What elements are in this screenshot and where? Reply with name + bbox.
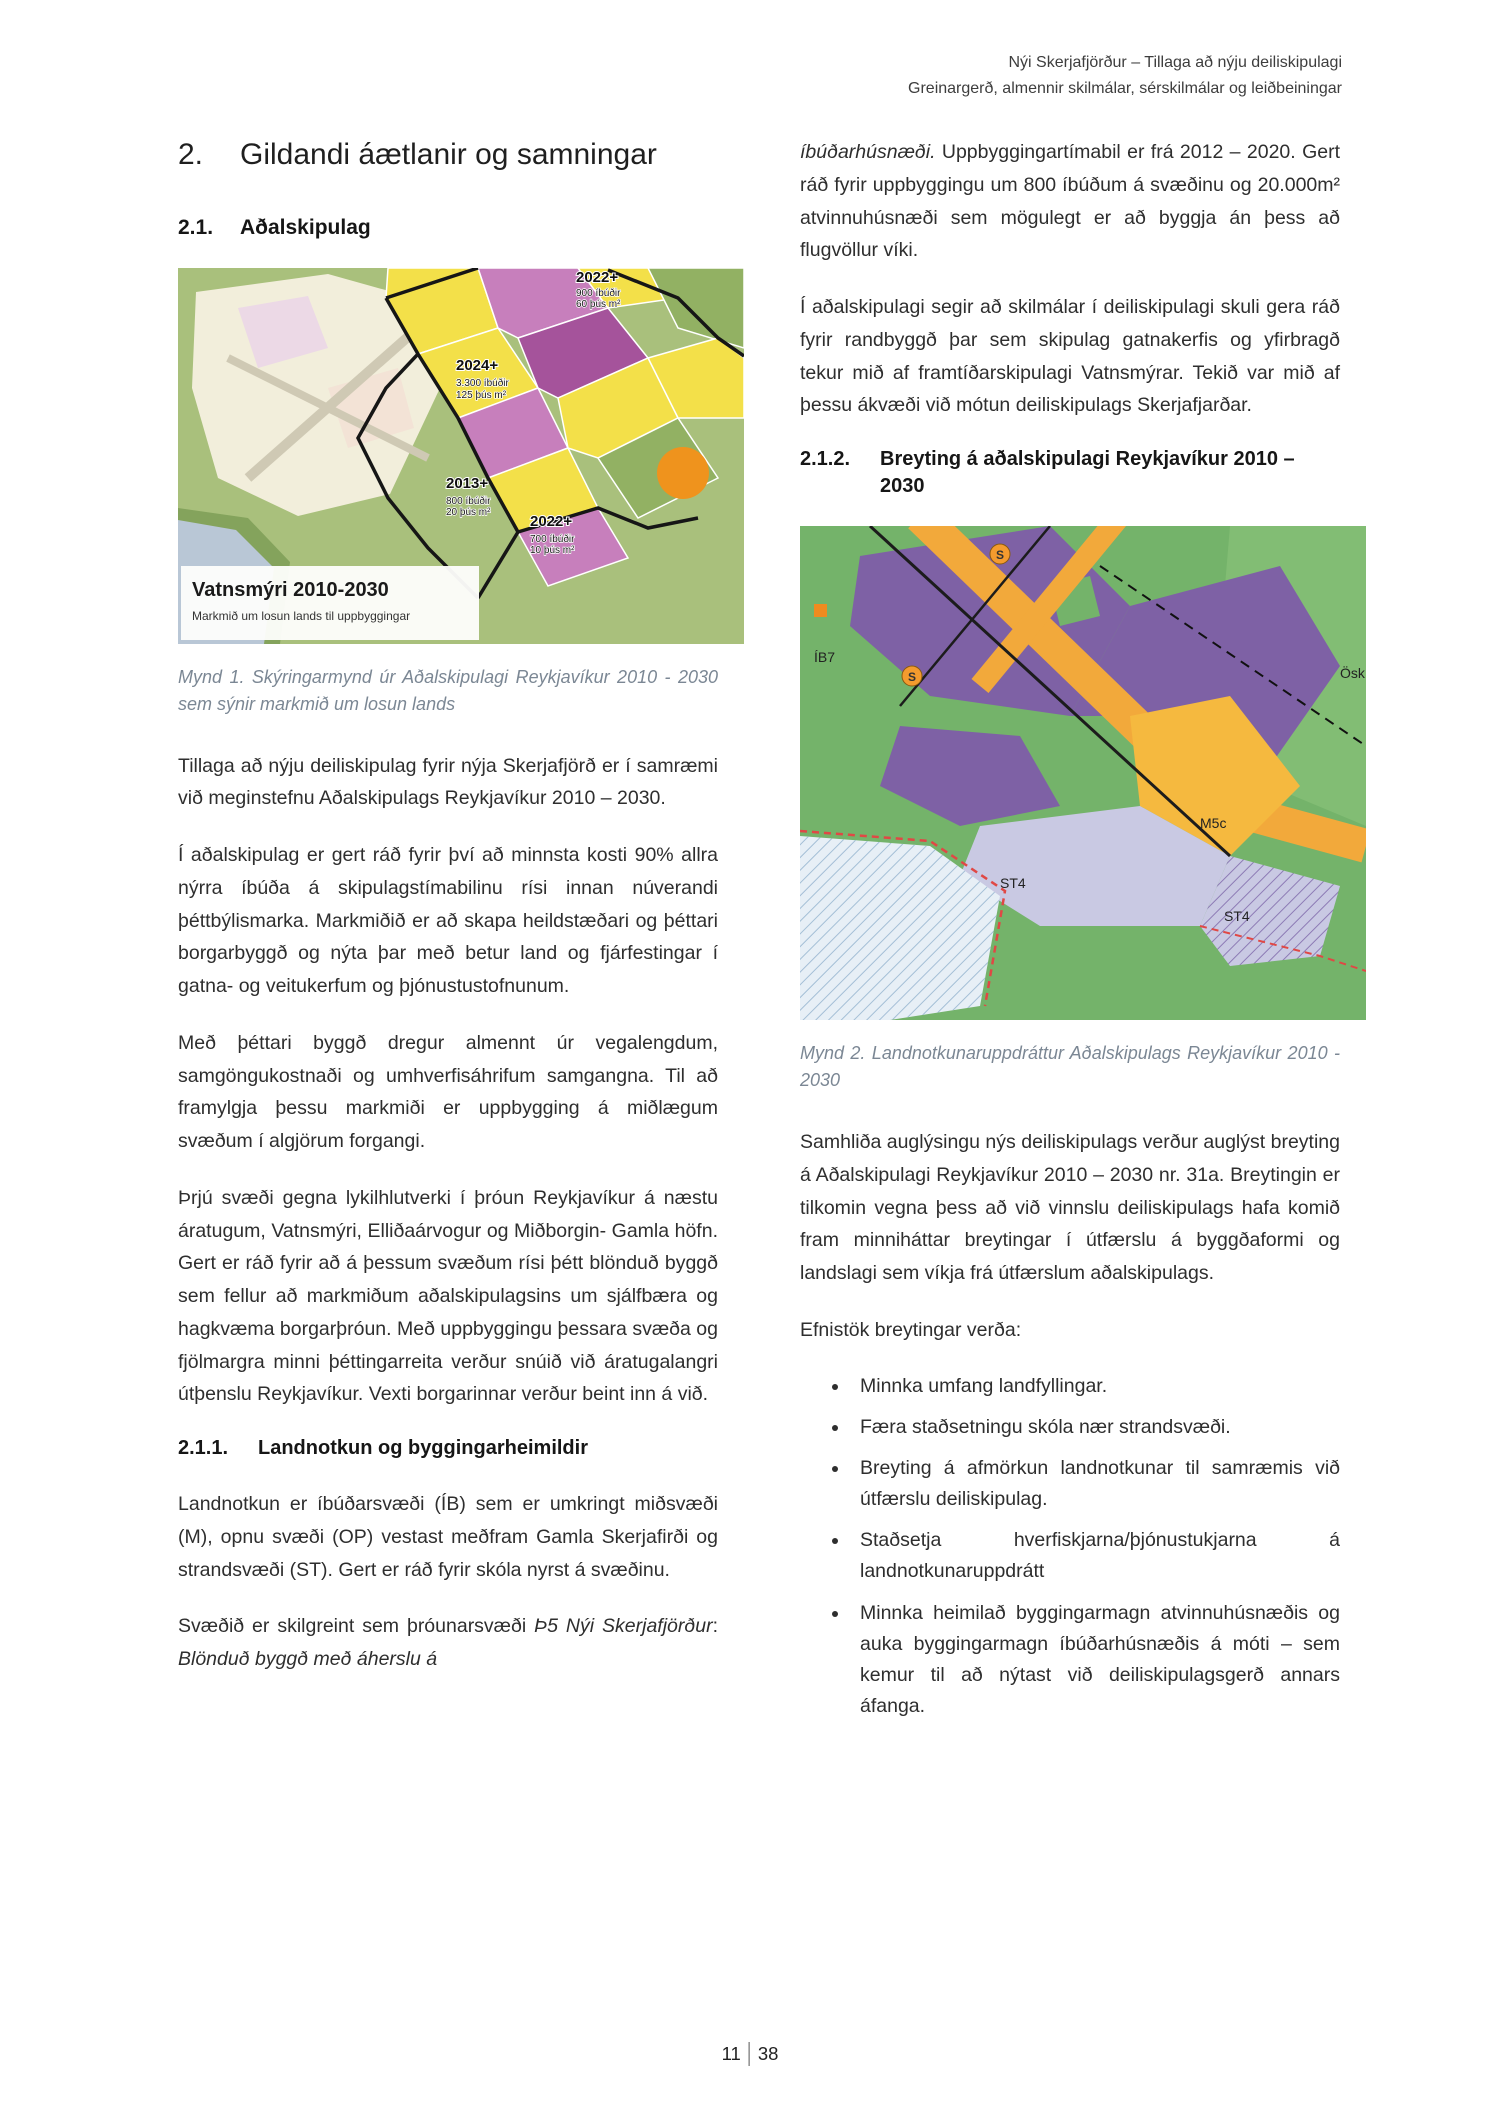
figure2-caption: Mynd 2. Landnotkunaruppdráttur Aðalskipulags Reykjavíkur 2010 - 2030 xyxy=(800,1043,1340,1090)
bullet-item: • Færa staðsetningu skóla nær strandsvæði. xyxy=(850,1412,1340,1443)
paragraph: Í aðalskipulag er gert ráð fyrir því að minnsta kosti 90% allra nýrra íbúða á skipulagstímabilinu rísi innan núverandi þéttbýlismarka. Markmiðið er að skapa heildstæðari og þéttari borgarbyggð og nýta þar með betur land og fjárfestingar í gatna- og veitukerfum og þjónustustofnunum. xyxy=(178,844,718,997)
left-column xyxy=(178,136,718,1746)
paragraph-segment-italic: íbúðarhúsnæði. xyxy=(800,141,936,163)
paragraph: Landnotkun er íbúðarsvæði (ÍB) sem er umkringt miðsvæði (M), opnu svæði (OP) vestast meðfram Gamla Skerjafirði og strandsvæði (ST). Gert er ráð fyrir skóla nyrst á svæðinu. xyxy=(178,1493,718,1581)
page-footer xyxy=(722,2042,779,2066)
map1-label-sub1-1: 3.300 íbúðir xyxy=(456,377,509,389)
subsection-heading-211-number: 2.1.1. xyxy=(178,1437,229,1459)
map1-legend-subtitle: Markmið um losun lands til uppbyggingar xyxy=(192,608,411,623)
subsection-heading-211-text: Landnotkun og byggingarheimildir xyxy=(258,1437,588,1459)
map1-label-sub1-2: 800 íbúðir xyxy=(446,495,491,507)
map2-label-m5c: M5c xyxy=(1200,815,1227,831)
footer-divider xyxy=(749,2042,750,2066)
header-line2: Greinargerð, almennir skilmálar, sérskilmálar og leiðbeiningar xyxy=(908,80,1342,98)
right-column xyxy=(800,136,1365,1746)
paragraph-segment-italic: Blönduð byggð með áherslu á xyxy=(178,1648,438,1670)
map2-label-st4-b: ST4 xyxy=(1224,908,1250,924)
subsection-heading-21-number: 2.1. xyxy=(178,215,214,239)
subsection-heading-211 xyxy=(178,1435,718,1462)
subsection-heading-212 xyxy=(800,446,1340,500)
map1-label-year-1: 2024+ xyxy=(456,356,499,374)
paragraph xyxy=(178,1610,718,1676)
vatnsmyri-map-image xyxy=(178,268,744,644)
bullet-item: • Minnka heimilað byggingarmagn atvinnuhúsnæðis og auka byggingarmagn íbúðarhúsnæðis á móti – sem kemur til að nýtast við deiliskipulagsgerð annars áfanga. xyxy=(850,1598,1340,1723)
changes-bullet-list xyxy=(800,1371,1340,1723)
section-heading-number: 2. xyxy=(178,138,204,171)
total-pages: 38 xyxy=(757,2043,779,2064)
map2-label-osk: Ösk xyxy=(1340,665,1365,681)
section-heading-text: Gildandi áætlanir og samningar xyxy=(240,138,657,171)
map1-label-sub1-0: 900 íbúðir xyxy=(576,287,621,299)
map1-label-year-0: 2022+ xyxy=(576,268,619,286)
figure-map-vatnsmyri xyxy=(178,268,718,644)
page-number: 11 xyxy=(721,2043,741,2064)
map1-label-sub2-0: 60 þús m² xyxy=(576,298,621,310)
paragraph-segment-italic: Þ5 Nýi Skerjafjörður xyxy=(534,1615,713,1638)
map2-shapes xyxy=(800,526,1366,1020)
map1-legend-title: Vatnsmýri 2010-2030 xyxy=(192,578,389,601)
subsection-heading-21-text: Aðalskipulag xyxy=(240,215,371,239)
map1-label-sub1-3: 700 íbúðir xyxy=(530,533,575,545)
map1-label-sub2-2: 20 þús m² xyxy=(446,506,491,518)
paragraph-segment: : xyxy=(712,1615,718,1638)
paragraph: Í aðalskipulagi segir að skilmálar í deiliskipulagi skuli gera ráð fyrir randbyggð þar sem skipulag gatnakerfis og yfirbragð tekur mið af framtíðarskipulagi Vatnsmýrar. Tekið var mið af þessu ákvæði við mótun deiliskipulags Skerjafjarðar. xyxy=(800,296,1340,417)
header-line1: Nýi Skerjafjörður – Tillaga að nýju deiliskipulagi xyxy=(1008,54,1342,71)
paragraph-segment: Uppbyggingartímabil er frá 2012 – 2020. Gert ráð fyrir uppbyggingu um 800 íbúðum á svæðinu og 20.000m² atvinnuhúsnæði sem mögulegt er að byggja án þess að flugvöllur víki. xyxy=(800,141,1340,262)
map2-school-marker-label: S xyxy=(907,670,917,684)
paragraph: Samhliða auglýsingu nýs deiliskipulags verður auglýst breyting á Aðalskipulagi Reykjavíkur 2010 – 2030 nr. 31a. Breytingin er tilkomin vegna þess að við vinnslu deiliskipulags hafa komið fram minniháttar breytingar í útfærslu á byggðaformi og landslagi sem víkja frá útfærslum aðalskipulags. xyxy=(800,1131,1340,1284)
subsection-heading-21 xyxy=(178,216,718,240)
paragraph: Þrjú svæði gegna lykilhlutverki í þróun Reykjavíkur á næstu áratugum, Vatnsmýri, Elliðaárvogur og Miðborgin- Gamla höfn. Gert er ráð fyrir að á þessum svæðum rísi þétt blönduð byggð sem fellur að markmiðum aðalskipulagsins um sjálfbæra og hagkvæma borgarþróun. Með uppbyggingu þessara svæða og fjölmargra minni þéttingarreita verður snúið við áratugalangri útþenslu Reykjavíkur. Vexti borgarinnar verður beint inn á við. xyxy=(178,1186,718,1406)
two-column-layout xyxy=(178,136,1365,1746)
map2-school-marker-label: S xyxy=(995,548,1005,562)
map1-label-year-3: 2022+ xyxy=(530,512,573,530)
bullet-item: • Breyting á afmörkun landnotkunar til samræmis við útfærslu deiliskipulag. xyxy=(850,1453,1340,1515)
subsection-heading-212-number: 2.1.2. xyxy=(800,448,851,470)
paragraph-segment: Svæðið er skilgreint sem þróunarsvæði xyxy=(178,1615,535,1638)
map1-orange-zone xyxy=(657,447,709,499)
map1-legend-box xyxy=(181,566,479,640)
map1-label-sub2-3: 10 þús m² xyxy=(530,544,575,556)
paragraph: Með þéttari byggð dregur almennt úr vegalengdum, samgöngukostnaði og umhverfisáhrifum samgangna. Til að framylgja þessu markmiði er uppbygging á miðlægum svæðum í algjörum forgangi. xyxy=(178,1031,718,1152)
figure-map-landnotkun xyxy=(800,526,1365,1020)
map2-label-ib7: ÍB7 xyxy=(814,649,836,665)
map1-label-sub2-1: 125 þús m² xyxy=(456,389,507,401)
bullet-item: • Staðsetja hverfiskjarna/þjónustukjarna á landnotkunaruppdrátt xyxy=(850,1525,1340,1587)
paragraph xyxy=(800,136,1340,267)
paragraph: Tillaga að nýju deiliskipulag fyrir nýja Skerjafjörð er í samræmi við meginstefnu Aðalskipulags Reykjavíkur 2010 – 2030. xyxy=(178,754,718,810)
bullet-item: • Minnka umfang landfyllingar. xyxy=(850,1371,1340,1402)
subsection-heading-212-text: Breyting á aðalskipulagi Reykjavíkur 2010 – 2030 xyxy=(880,448,1295,497)
document-header xyxy=(908,50,1342,103)
map2-label-st4-a: ST4 xyxy=(1000,875,1026,891)
figure1-caption: Mynd 1. Skýringarmynd úr Aðalskipulagi Reykjavíkur 2010 - 2030 sem sýnir markmið um losun lands xyxy=(178,666,718,714)
landnotkun-map-image xyxy=(800,526,1366,1020)
section-heading xyxy=(178,136,718,174)
map1-label-year-2: 2013+ xyxy=(446,474,489,492)
paragraph: Efnistök breytingar verða: xyxy=(800,1318,1022,1341)
map2-orange-marker xyxy=(814,604,827,617)
